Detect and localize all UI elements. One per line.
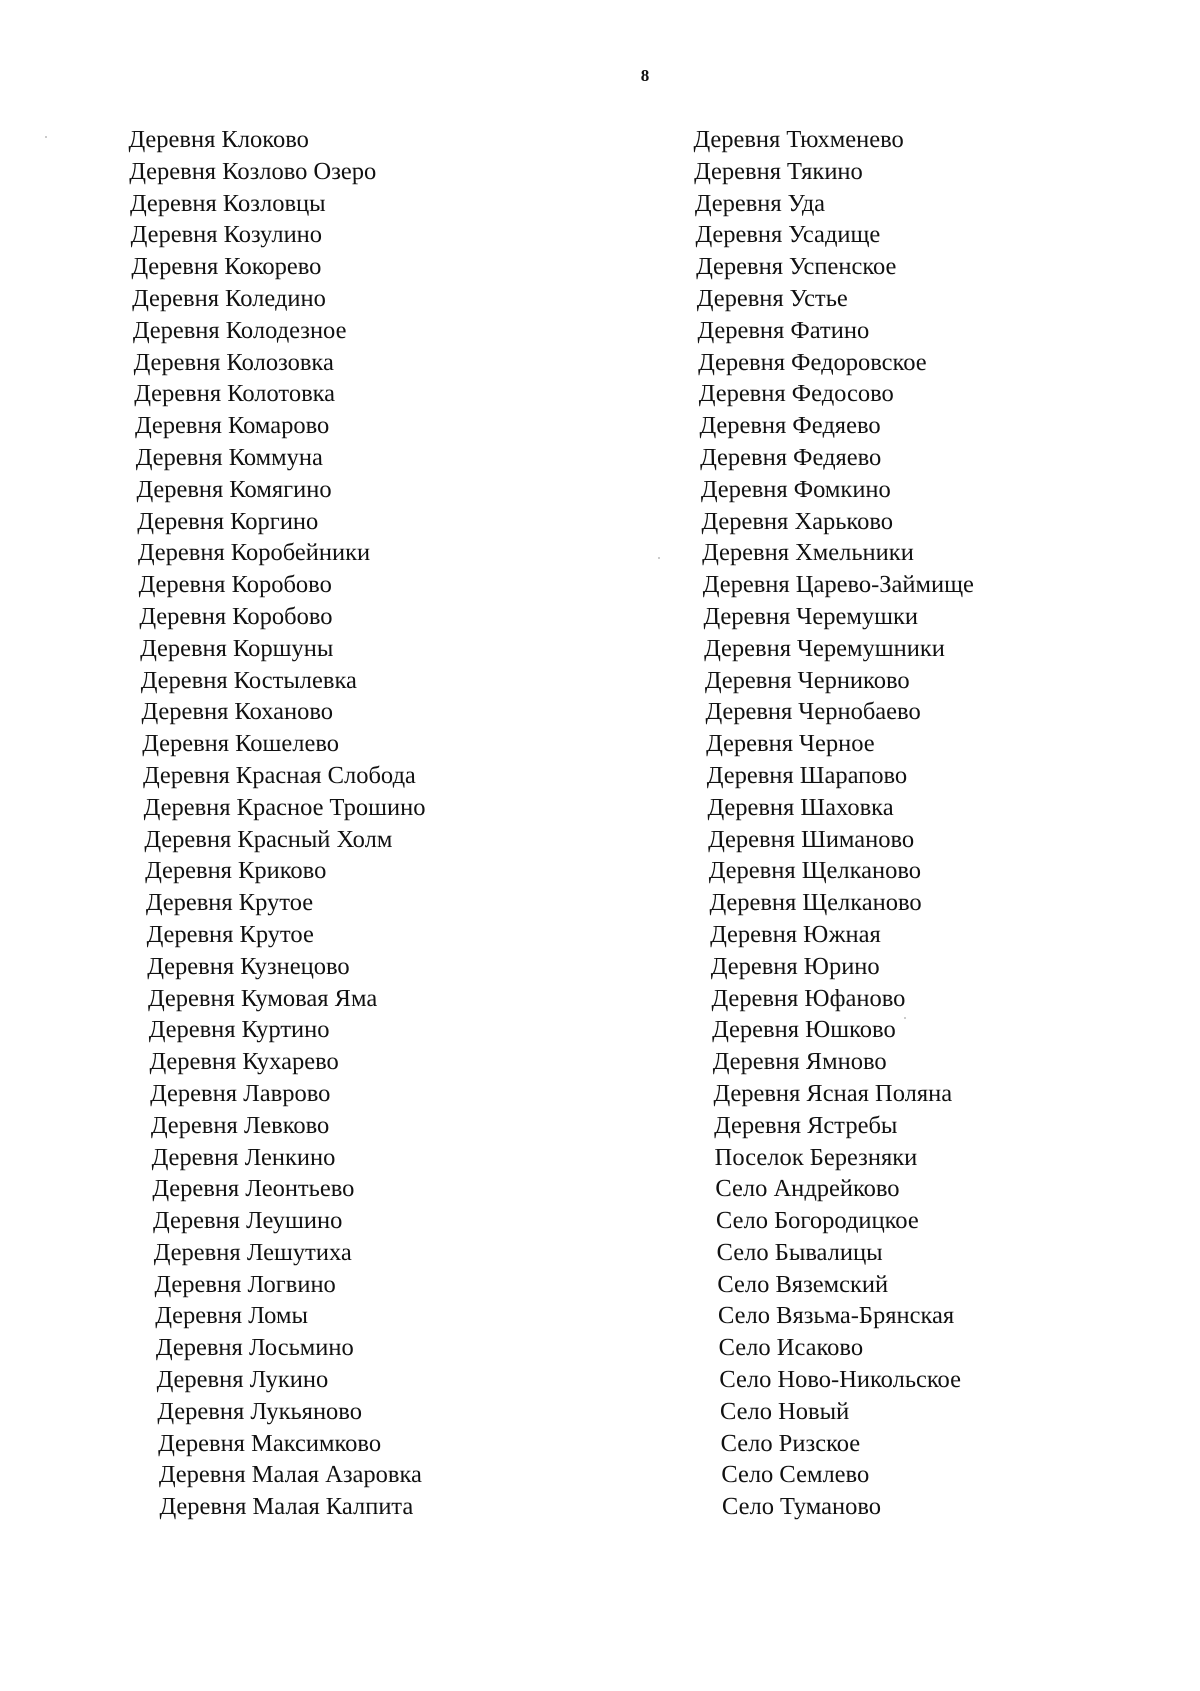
list-item: Деревня Кумовая Яма [147, 984, 378, 1012]
list-item: Деревня Коробейники [137, 539, 371, 567]
list-item: Деревня Козловцы [129, 189, 326, 217]
scan-speck [904, 1017, 906, 1019]
list-item: Деревня Криково [144, 857, 327, 885]
list-item: Деревня Южная [709, 920, 882, 948]
list-item: Село Исаково [718, 1334, 864, 1362]
list-item: Деревня Юрино [710, 952, 880, 980]
list-item: Деревня Черниково [704, 666, 910, 694]
list-item: Деревня Колодезное [132, 316, 347, 344]
list-item: Деревня Федяево [699, 443, 882, 471]
list-item: Деревня Леонтьево [151, 1175, 355, 1203]
list-item: Деревня Лаврово [149, 1079, 331, 1107]
list-item: Деревня Шарапово [706, 761, 908, 789]
list-item: Село Вязьма-Брянская [717, 1302, 955, 1330]
list-item: Село Бывалицы [716, 1238, 883, 1266]
list-item: Деревня Колозовка [133, 348, 335, 376]
list-item: Деревня Коршуны [139, 634, 334, 662]
list-item: Село Туманово [721, 1493, 882, 1521]
list-item: Деревня Кошелево [141, 730, 340, 758]
list-item: Деревня Фатино [697, 316, 870, 344]
list-item: Деревня Козулино [130, 221, 323, 249]
list-item: Деревня Колотовка [133, 380, 336, 408]
list-item: Деревня Черное [705, 730, 875, 758]
scan-speck [658, 557, 660, 559]
list-item: Деревня Крутое [145, 889, 314, 917]
list-item: Деревня Шиманово [707, 825, 915, 853]
list-item: Деревня Лукьяново [156, 1397, 363, 1425]
settlement-list-right [693, 124, 994, 1523]
list-item: Деревня Федоровское [697, 348, 927, 376]
list-item: Деревня Федосово [698, 380, 895, 408]
list-item: Деревня Лосьмино [155, 1334, 355, 1362]
list-item: Деревня Харьково [701, 507, 894, 535]
list-item: Деревня Фомкино [700, 475, 892, 503]
list-item: Деревня Коробово [138, 571, 333, 599]
list-item: Деревня Ленкино [151, 1143, 336, 1171]
list-item: Деревня Юшково [711, 1016, 896, 1044]
list-item: Село Ново-Никольское [719, 1366, 962, 1394]
list-item: Село Вяземский [717, 1270, 889, 1298]
list-item: Деревня Лукино [156, 1366, 329, 1394]
list-item: Деревня Малая Калпита [159, 1493, 414, 1521]
list-item: Деревня Кокорево [130, 253, 322, 281]
list-item: Деревня Комягино [135, 475, 332, 503]
list-item: Деревня Ямново [712, 1048, 887, 1076]
list-item: Деревня Куртино [148, 1016, 330, 1044]
list-item: Деревня Юфаново [711, 984, 906, 1012]
list-item: Деревня Левково [150, 1111, 330, 1139]
list-item: Деревня Красная Слобода [142, 761, 417, 789]
list-item: Село Андрейково [715, 1175, 900, 1203]
list-item: Деревня Логвино [154, 1270, 337, 1298]
settlement-list-left [128, 124, 442, 1523]
list-item: Деревня Черемушки [703, 602, 919, 630]
list-item: Деревня Успенское [695, 253, 897, 281]
list-item: Деревня Костылевка [140, 666, 358, 694]
list-item: Деревня Козлово Озеро [128, 157, 377, 185]
list-item: Деревня Щелканово [709, 889, 922, 917]
list-item: Деревня Ясная Поляна [713, 1079, 953, 1107]
list-item: Деревня Ломы [154, 1302, 309, 1330]
list-item: Деревня Шаховка [707, 793, 894, 821]
list-item: Деревня Усадище [695, 221, 881, 249]
list-item: Деревня Царево-Займище [702, 571, 975, 599]
list-item: Деревня Ястребы [713, 1111, 898, 1139]
list-item: Деревня Красный Холм [143, 825, 393, 853]
list-item: Деревня Максимково [157, 1429, 382, 1457]
list-item: Поселок Березняки [714, 1143, 918, 1171]
list-item: Село Семлево [721, 1461, 870, 1489]
list-item: Деревня Хмельники [701, 539, 915, 567]
list-item: Деревня Комарово [134, 412, 330, 440]
list-item: Деревня Чернобаево [705, 698, 921, 726]
list-item: Деревня Федяево [699, 412, 881, 440]
scan-speck [45, 136, 47, 138]
list-item: Деревня Малая Азаровка [158, 1461, 423, 1489]
list-item: Деревня Коробово [138, 602, 333, 630]
list-item: Село Богородицкое [715, 1207, 919, 1235]
list-item: Деревня Черемушники [703, 634, 946, 662]
list-item: Деревня Уда [694, 189, 826, 217]
list-item: Деревня Тюхменево [693, 126, 905, 153]
list-item: Деревня Лешутиха [153, 1238, 353, 1266]
list-item: Деревня Клоково [128, 126, 310, 153]
page-number: 8 [640, 66, 650, 85]
list-item: Деревня Кузнецово [146, 952, 350, 980]
list-item: Деревня Леушино [152, 1207, 343, 1235]
list-item: Деревня Щелканово [708, 857, 922, 885]
list-item: Деревня Коргино [136, 507, 319, 535]
list-item: Деревня Коледино [131, 284, 327, 312]
list-item: Село Новый [719, 1397, 850, 1425]
list-item: Деревня Крутое [146, 920, 315, 948]
list-item: Деревня Устье [696, 284, 849, 312]
list-item: Деревня Коммуна [135, 443, 324, 471]
list-item: Село Ризское [720, 1429, 861, 1457]
list-item: Деревня Кухарево [148, 1048, 340, 1076]
list-item: Деревня Тякино [693, 157, 864, 185]
list-item: Деревня Красное Трошино [143, 793, 426, 821]
list-item: Деревня Коханово [141, 698, 334, 726]
